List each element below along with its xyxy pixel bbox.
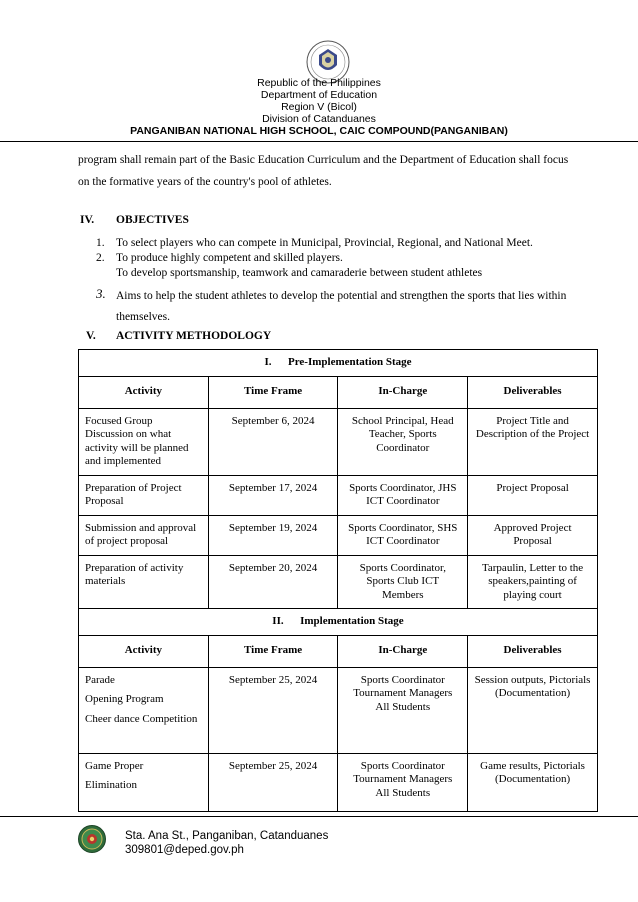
objective-1-number: 1. xyxy=(96,237,105,249)
cell-deliverables: Tarpaulin, Letter to the speakers,painting of playing court xyxy=(468,555,598,609)
cell-activity xyxy=(79,753,209,811)
stage-2-title: Implementation Stage xyxy=(300,615,404,627)
cell-in-charge: Sports Coordinator, SHS ICT Coordinator xyxy=(338,515,468,555)
objective-3-text-cont: themselves. xyxy=(116,311,170,323)
header-school-name: PANGANIBAN NATIONAL HIGH SCHOOL, CAIC COMPOUND(PANGANIBAN) xyxy=(130,125,508,137)
objectives-number: IV. xyxy=(80,214,95,226)
cell-time-frame: September 17, 2024 xyxy=(208,475,338,515)
cell-time-frame: September 25, 2024 xyxy=(208,667,338,753)
activity-line: Opening Program xyxy=(85,693,164,705)
in-charge-line: Tournament Managers xyxy=(353,687,453,699)
header-division: Division of Catanduanes xyxy=(262,113,376,125)
footer-email: 309801@deped.gov.ph xyxy=(125,844,244,856)
in-charge-line: Tournament Managers xyxy=(353,773,453,785)
col-header-activity: Activity xyxy=(79,376,209,408)
activity-line: Parade xyxy=(85,673,115,686)
objective-2-text: To produce highly competent and skilled players. xyxy=(116,252,343,264)
col-header-activity: Activity xyxy=(79,635,209,667)
col-header-time-frame: Time Frame xyxy=(208,635,338,667)
cell-activity: Preparation of activity materials xyxy=(79,555,209,609)
stage-1-title: Pre-Implementation Stage xyxy=(288,356,412,368)
stage-1-number: I. xyxy=(264,356,272,368)
methodology-number: V. xyxy=(86,330,96,342)
table-row xyxy=(79,555,598,609)
table-row xyxy=(79,515,598,555)
cell-deliverables: Game results, Pictorials (Documentation) xyxy=(468,753,598,811)
cell-activity: Preparation of Project Proposal xyxy=(79,475,209,515)
table-row xyxy=(79,408,598,475)
col-header-deliverables: Deliverables xyxy=(468,376,598,408)
header-divider xyxy=(0,141,638,142)
table-row xyxy=(79,475,598,515)
objective-2b-text: To develop sportsmanship, teamwork and camaraderie between student athletes xyxy=(116,267,483,279)
in-charge-line: Sports Coordinator xyxy=(360,673,445,686)
stage-2-number: II. xyxy=(272,615,284,627)
cell-deliverables: Approved Project Proposal xyxy=(468,515,598,555)
activity-line: Elimination xyxy=(85,779,137,791)
footer-address: Sta. Ana St., Panganiban, Catanduanes xyxy=(125,830,329,842)
cell-in-charge: Sports Coordinator, Sports Club ICT Members xyxy=(338,555,468,609)
in-charge-line: All Students xyxy=(375,786,431,799)
in-charge-line: Sports Coordinator xyxy=(360,759,445,772)
stage-row-pre-implementation xyxy=(79,350,598,377)
table-header-row xyxy=(79,376,598,408)
cell-deliverables: Project Title and Description of the Project xyxy=(468,408,598,475)
cell-time-frame: September 6, 2024 xyxy=(208,408,338,475)
table-header-row-2 xyxy=(79,635,598,667)
table-row xyxy=(79,667,598,753)
col-header-time-frame: Time Frame xyxy=(208,376,338,408)
objective-3-text: Aims to help the student athletes to develop the potential and strengthen the sports that lies within xyxy=(116,290,567,302)
activity-line: Game Proper xyxy=(85,759,144,772)
header-republic: Republic of the Philippines xyxy=(257,77,381,89)
school-logo xyxy=(78,825,106,853)
objective-1-text: To select players who can compete in Municipal, Provincial, Regional, and National Meet. xyxy=(116,237,533,249)
cell-deliverables: Session outputs, Pictorials (Documentation) xyxy=(468,667,598,753)
in-charge-line: All Students xyxy=(375,700,431,713)
table-row xyxy=(79,753,598,811)
methodology-heading: ACTIVITY METHODOLOGY xyxy=(116,330,272,342)
cell-time-frame: September 25, 2024 xyxy=(208,753,338,811)
cell-time-frame: September 20, 2024 xyxy=(208,555,338,609)
cell-in-charge: School Principal, Head Teacher, Sports Coordinator xyxy=(338,408,468,475)
stage-row-implementation xyxy=(79,609,598,636)
activity-table xyxy=(78,349,598,812)
cell-in-charge xyxy=(338,753,468,811)
activity-line: Cheer dance Competition xyxy=(85,712,198,725)
objectives-heading: OBJECTIVES xyxy=(116,214,189,226)
header-department: Department of Education xyxy=(260,89,378,101)
footer-divider xyxy=(0,816,638,817)
col-header-in-charge: In-Charge xyxy=(338,635,468,667)
col-header-in-charge: In-Charge xyxy=(338,376,468,408)
intro-line-2: on the formative years of the country's pool of athletes. xyxy=(78,176,332,188)
col-header-deliverables: Deliverables xyxy=(468,635,598,667)
cell-activity: Submission and approval of project proposal xyxy=(79,515,209,555)
cell-activity: Focused Group Discussion on what activity will be planned and implemented xyxy=(79,408,209,475)
header-region: Region V (Bicol) xyxy=(281,101,357,113)
intro-line-1: program shall remain part of the Basic Education Curriculum and the Department of Education shall focus xyxy=(78,154,569,166)
objective-2-number: 2. xyxy=(96,252,105,264)
cell-deliverables: Project Proposal xyxy=(468,475,598,515)
cell-in-charge: Sports Coordinator, JHS ICT Coordinator xyxy=(338,475,468,515)
objective-3-number: 3. xyxy=(96,286,106,301)
cell-in-charge xyxy=(338,667,468,753)
cell-activity xyxy=(79,667,209,753)
cell-time-frame: September 19, 2024 xyxy=(208,515,338,555)
